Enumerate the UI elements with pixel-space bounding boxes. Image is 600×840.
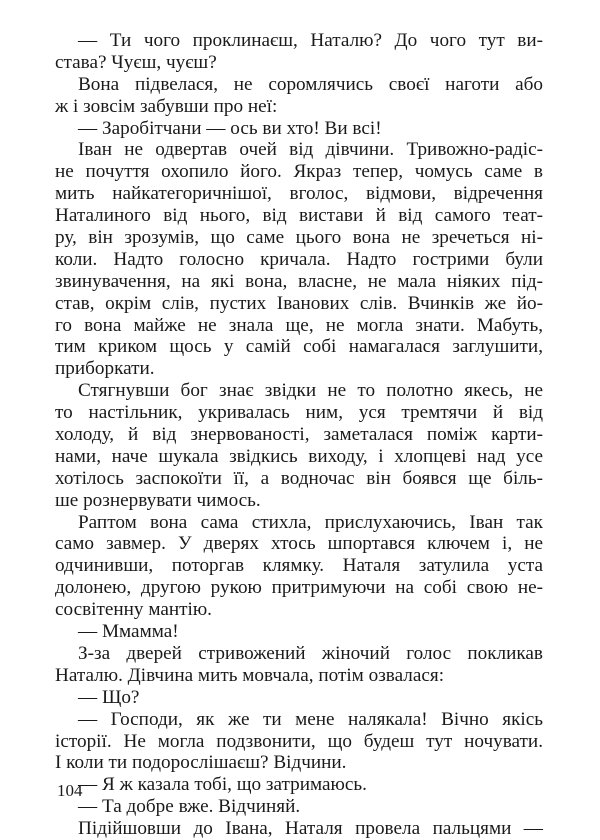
text-line: нами, наче шукала звідкись виходу, і хлопцеві над усе xyxy=(55,445,543,467)
text-line: історії. Не могла подзвонити, що будеш тут ночувати. xyxy=(55,730,543,752)
page-number: 104 xyxy=(57,781,83,800)
text-line: — Що? xyxy=(78,686,140,708)
text-line: Підійшовши до Івана, Наталя провела пальцями — xyxy=(78,818,543,840)
text-line: хотілось заспокоїти її, а водночас він боявся ще біль- xyxy=(55,467,543,489)
text-line: Іван не одвертав очей від дівчини. Тривожно-радіс- xyxy=(78,139,543,161)
text-line: Наталиного від нього, від вистави й від самого теат- xyxy=(55,205,543,227)
text-line: не почуття охопило його. Якраз тепер, чомусь саме в xyxy=(55,161,543,183)
page-text xyxy=(55,30,543,840)
text-line: звинувачення, на які вона, власне, не мала ніяких під- xyxy=(55,270,543,292)
text-line: — Заробітчани — ось ви хто! Ви всі! xyxy=(78,117,382,139)
text-line: Раптом вона сама стихла, прислухаючись, Іван так xyxy=(78,511,543,533)
text-line: одчинивши, поторгав клямку. Наталя затулила уста xyxy=(55,555,543,577)
text-line: Стягнувши бог знає звідки не то полотно якесь, не xyxy=(78,380,543,402)
text-line: долонею, другою рукою притримуючи на собі свою не- xyxy=(55,577,543,599)
text-line: І коли ти подорослішаєш? Відчини. xyxy=(55,752,347,774)
text-line: став, окрім слів, пустих Іванових слів. Вчинків же йо- xyxy=(55,292,543,314)
text-line: Наталю. Дівчина мить мовчала, потім озвалася: xyxy=(55,664,445,686)
text-line: ру, він зрозумів, що саме цього вона не зречеться ні- xyxy=(55,227,543,249)
text-line: става? Чуєш, чуєш? xyxy=(55,51,217,73)
text-line: З-за дверей стривожений жіночий голос покликав xyxy=(78,642,543,664)
text-line: го вона майже не знала ще, не могла знати. Мабуть, xyxy=(55,314,543,336)
text-line: коли. Надто голосно кричала. Надто гострими були xyxy=(55,248,543,270)
text-line: приборкати. xyxy=(55,358,155,380)
text-line: само завмер. У дверях хтось шпортався ключем і, не xyxy=(55,533,543,555)
text-line: — Господи, як же ти мене налякала! Вічно якісь xyxy=(78,708,543,730)
text-line: холоду, й від знервованості, заметалася поміж карти- xyxy=(55,424,543,446)
text-line: — Ти чого проклинаєш, Наталю? До чого тут ви- xyxy=(78,30,543,51)
text-line: мить найкатегоричнішої, вголос, відмови, відречення xyxy=(55,183,543,205)
text-line: Вона підвелася, не соромлячись своєї наготи або xyxy=(78,73,543,95)
text-line: — Я ж казала тобі, що затримаюсь. xyxy=(78,774,367,796)
text-line: ж і зовсім забувши про неї: xyxy=(55,95,278,117)
text-line: — Та добре вже. Відчиняй. xyxy=(78,796,301,818)
text-line: сосвітенну мантію. xyxy=(55,599,212,621)
text-line: то настільник, укривалась ним, уся тремтячи й від xyxy=(55,402,543,424)
text-line: тим криком щось у самій собі намагалася заглушити, xyxy=(55,336,543,358)
text-line: — Ммамма! xyxy=(78,621,179,643)
text-line: ше рознервувати чимось. xyxy=(55,489,261,511)
